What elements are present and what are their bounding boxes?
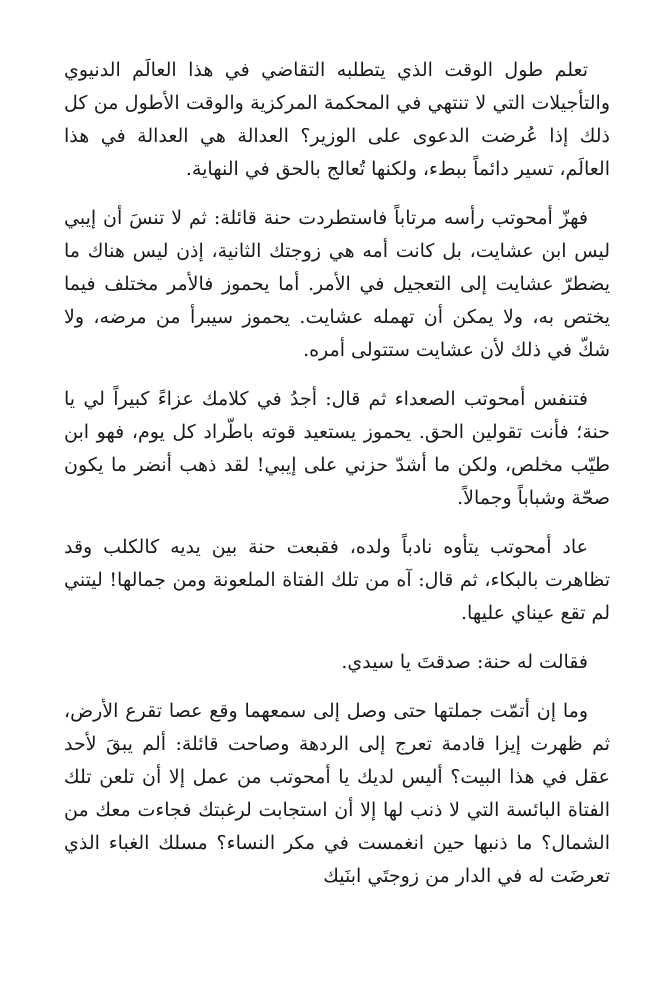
paragraph-5: فقالت له حنة: صدقتَ يا سيدي.	[341, 651, 588, 673]
paragraph-1: تعلم طول الوقت الذي يتطلبه التقاضي في هذا العالَم الدنيوي والتأجيلات التي لا تنتهي في المحكمة المركزية والوقت الأطول من كل ذلك إذا عُرضت الدعوى على الوزير؟ العدالة هي العدالة في هذا العالَم، تسير دائماً ببطء، ولكنها تُعالج بالحق في النهاية.	[64, 59, 610, 180]
paragraph-2: فهزّ أمحوتب رأسه مرتاباً فاستطردت حنة قائلة: ثم لا تنسَ أن إيبي ليس ابن عشايت، بل كانت أمه هي زوجتك الثانية، إذن ليس هناك ما يضطرّ عشايت إلى التعجيل في الأمر. أما يحموز فالأمر مختلف فيما يختص به، ولا يمكن أن تهمله عشايت. يحموز سيبرأ من مرضه، ولا شكّ في ذلك لأن عشايت ستتولى أمره.	[64, 207, 610, 361]
body-text	[64, 54, 610, 909]
paragraph-6: وما إن أتمّت جملتها حتى وصل إلى سمعهما وقع عصا تقرع الأرض، ثم ظهرت إيزا قادمة تعرج إلى الردهة وصاحت قائلة: ألم يبقَ لأحد عقل في هذا البيت؟ أليس لديك يا أمحوتب من عمل إلا أن تلعن تلك الفتاة البائسة التي لا ذنب لها إلا أن استجابت لرغبتك فجاءت معك من الشمال؟ ما ذنبها حين انغمست في مكر النساء؟ مسلك الغباء الذي تعرضَت له في الدار من زوجتَي ابنَيك	[64, 700, 610, 887]
paragraph-3: فتنفس أمحوتب الصعداء ثم قال: أجدُ في كلامك عزاءً كبيراً لي يا حنة؛ فأنت تقولين الحق. يحموز يستعيد قوته باطّراد كل يوم، فهو ابن طيّب مخلص، ولكن ما أشدّ حزني على إيبي! لقد ذهب أنضر ما يكون صحّة وشباباً وجمالاً.	[64, 388, 610, 509]
paragraph-4: عاد أمحوتب يتأوه نادباً ولده، فقبعت حنة بين يديه كالكلب وقد تظاهرت بالبكاء، ثم قال: آه من تلك الفتاة الملعونة ومن جمالها! ليتني لم تقع عيناي عليها.	[64, 536, 610, 624]
